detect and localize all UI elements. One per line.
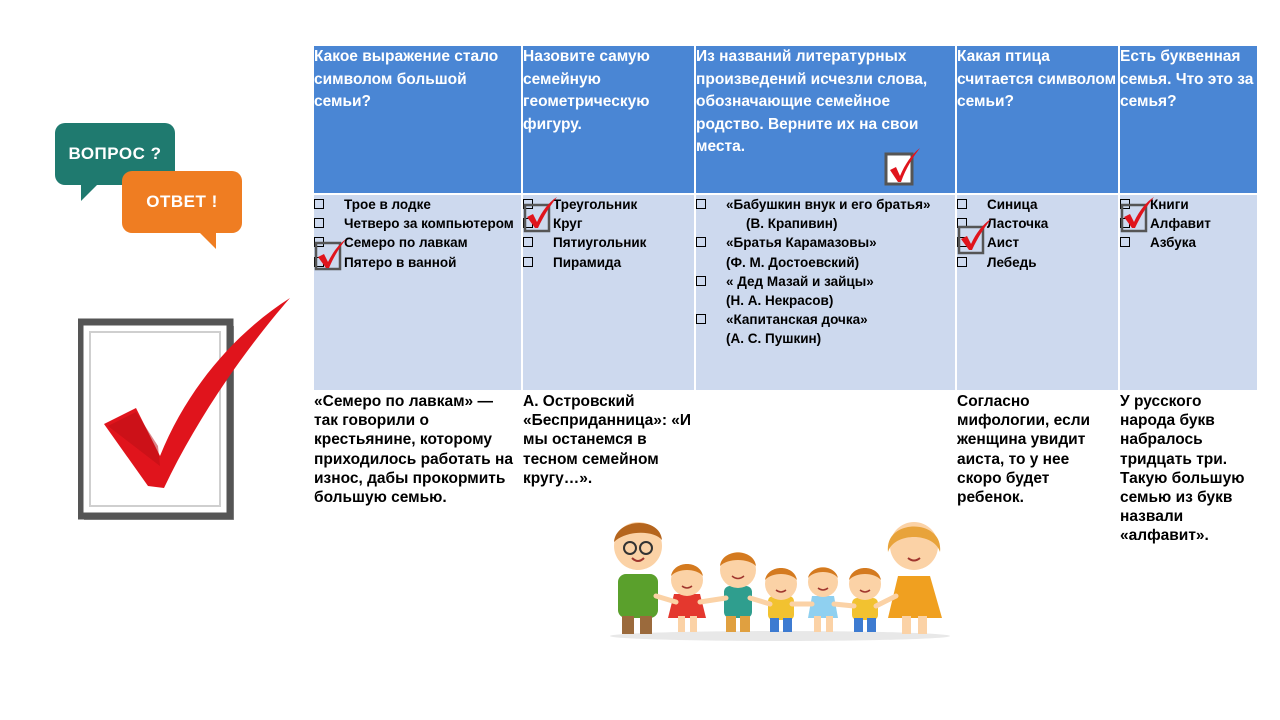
checkbox-check-icon <box>884 146 922 188</box>
work-title: « Дед Мазай и зайцы» <box>726 273 874 289</box>
option-item[interactable]: Пятиугольник <box>523 233 694 252</box>
question-text: Какое выражение стало символом большой семьи? <box>314 48 499 110</box>
child-figure <box>668 564 706 632</box>
answer-cell <box>1119 391 1258 563</box>
options-cell <box>522 194 695 391</box>
mother-figure <box>888 522 942 634</box>
checkbox-check-icon <box>314 237 348 273</box>
child-figure <box>720 552 756 632</box>
option-item[interactable]: Ласточка <box>957 214 1118 233</box>
checkbox-check-icon <box>523 195 559 233</box>
option-item[interactable]: Книги <box>1120 195 1257 214</box>
big-checkmark-icon <box>78 296 293 536</box>
option-item[interactable]: Аист <box>957 233 1118 252</box>
option-item[interactable]: Четверо за компьютером <box>314 214 521 233</box>
option-item[interactable]: Азбука <box>1120 233 1257 252</box>
question-cell <box>695 45 956 194</box>
option-item[interactable] <box>696 195 955 233</box>
question-text: Назовите самую семейную геометрическую фигуру. <box>523 48 650 133</box>
child-figure <box>765 568 797 632</box>
quiz-table <box>312 44 1259 564</box>
work-author: (Ф. М. Достоевский) <box>726 254 860 270</box>
question-text: Есть буквенная семья. Что это за семья? <box>1120 48 1254 110</box>
option-item[interactable]: Треугольник <box>523 195 694 214</box>
question-cell <box>956 45 1119 194</box>
options-row <box>313 194 1258 391</box>
option-item[interactable]: Круг <box>523 214 694 233</box>
question-badge-label: ВОПРОС ? <box>68 144 162 163</box>
options-cell <box>1119 194 1258 391</box>
options-cell <box>956 194 1119 391</box>
option-item[interactable]: Трое в лодке <box>314 195 521 214</box>
option-item[interactable]: Лебедь <box>957 253 1118 272</box>
answer-badge-label: ОТВЕТ ! <box>146 192 218 211</box>
option-item[interactable]: Пятеро в ванной <box>314 253 521 272</box>
question-text: Какая птица считается символом семьи? <box>957 48 1117 110</box>
work-author: (А. С. Пушкин) <box>726 331 822 347</box>
answer-cell <box>313 391 522 563</box>
answer-cell <box>956 391 1119 563</box>
answer-text: А. Островский «Бесприданница»: «И мы останемся в тесном семейном кругу…». <box>523 393 692 487</box>
answer-badge <box>122 171 242 233</box>
answer-text: У русского народа букв набралось тридцать три. Такую большую семью из букв назвали «алфавит». <box>1120 393 1245 545</box>
work-author: (Н. А. Некрасов) <box>726 293 834 309</box>
option-item[interactable] <box>696 310 955 348</box>
option-item[interactable] <box>696 272 955 310</box>
child-figure <box>849 568 881 632</box>
question-cell <box>313 45 522 194</box>
question-cell <box>1119 45 1258 194</box>
checkbox-check-icon <box>1120 195 1156 233</box>
family-illustration <box>600 512 960 642</box>
child-figure <box>808 567 838 632</box>
father-figure <box>614 522 662 634</box>
option-item[interactable] <box>696 233 955 271</box>
answer-text: Согласно мифологии, если женщина увидит аиста, то у нее скоро будет ребенок. <box>957 393 1091 507</box>
question-row <box>313 45 1258 194</box>
answer-text: «Семеро по лавкам» — так говорили о крестьянине, которому приходилось работать на износ, дабы прокормить большую семью. <box>314 393 513 507</box>
option-item[interactable]: Алфавит <box>1120 214 1257 233</box>
checkbox-check-icon <box>957 217 993 255</box>
question-text: Из названий литературных произведений исчезли слова, обозначающие семейное родство. Верните их на свои места. <box>696 48 928 155</box>
work-title: «Бабушкин внук и его братья» <box>726 197 931 212</box>
options-list <box>696 195 955 349</box>
options-cell <box>313 194 522 391</box>
option-item[interactable]: Пирамида <box>523 253 694 272</box>
question-cell <box>522 45 695 194</box>
option-item[interactable]: Синица <box>957 195 1118 214</box>
option-item[interactable]: Семеро по лавкам <box>314 233 521 252</box>
work-title: «Братья Карамазовы» <box>726 235 877 251</box>
options-cell <box>695 194 956 391</box>
work-title: «Капитанская дочка» <box>726 312 868 328</box>
work-author: (В. Крапивин) <box>746 216 838 232</box>
